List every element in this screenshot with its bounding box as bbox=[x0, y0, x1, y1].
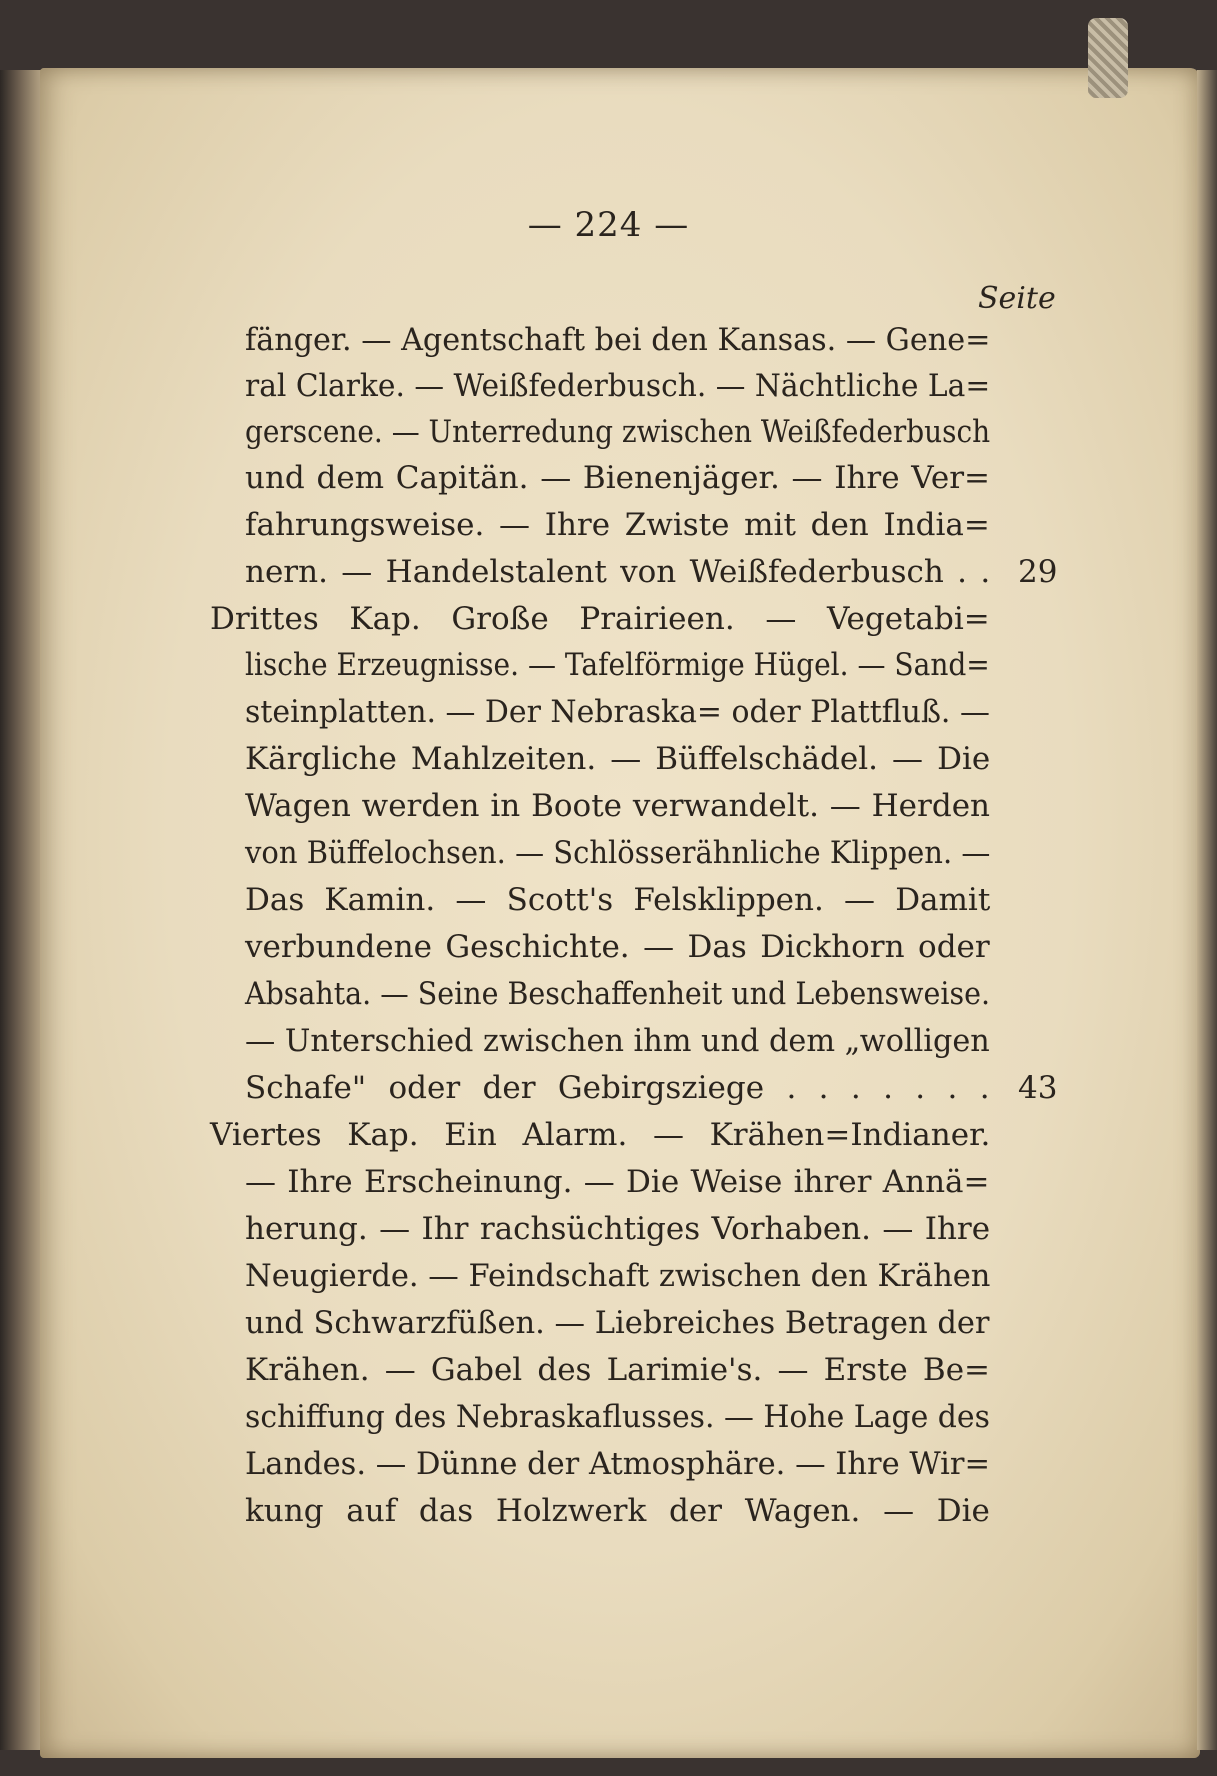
bookmark-ribbon bbox=[1088, 18, 1128, 98]
toc-line: gerscene. — Unterredung zwischen Weißfederbusch bbox=[245, 414, 991, 450]
toc-line: kung auf das Holzwerk der Wagen. — Die bbox=[245, 1493, 990, 1529]
toc-line: Neugierde. — Feindschaft zwischen den Krähen bbox=[245, 1258, 991, 1294]
toc-line: fänger. — Agentschaft bei den Kansas. — Gene= bbox=[245, 322, 991, 358]
toc-line: — Unterschied zwischen ihm und dem „wolligen bbox=[245, 1023, 990, 1059]
toc-line: Wagen werden in Boote verwandelt. — Herden bbox=[245, 788, 991, 824]
chapter-heading-line: Viertes Kap. Ein Alarm. — Krähen=Indianer. bbox=[210, 1117, 991, 1153]
toc-line: Krähen. — Gabel des Larimie's. — Erste Be= bbox=[245, 1352, 991, 1388]
toc-line: ral Clarke. — Weißfederbusch. — Nächtliche La= bbox=[245, 368, 991, 404]
column-header-seite: Seite bbox=[978, 281, 1056, 316]
toc-line: schiffung des Nebraskaflusses. — Hohe Lage des bbox=[245, 1399, 990, 1435]
toc-line: und Schwarzfüßen. — Liebreiches Betragen der bbox=[245, 1305, 990, 1341]
book-page-edge bbox=[1197, 70, 1217, 1750]
toc-line: steinplatten. — Der Nebraska= oder Plattfluß. — bbox=[245, 694, 990, 730]
toc-line: Schafe" oder der Gebirgsziege . . . . . . . bbox=[245, 1070, 990, 1106]
toc-line: Kärgliche Mahlzeiten. — Büffelschädel. — Die bbox=[245, 741, 991, 777]
chapter-heading-line: Drittes Kap. Große Prairieen. — Vegetabi= bbox=[210, 601, 990, 637]
toc-line: und dem Capitän. — Bienenjäger. — Ihre Ver= bbox=[245, 460, 990, 496]
toc-line: herung. — Ihr rachsüchtiges Vorhaben. — Ihre bbox=[245, 1211, 991, 1247]
toc-line: verbundene Geschichte. — Das Dickhorn oder bbox=[245, 929, 990, 965]
toc-line: nern. — Handelstalent von Weißfederbusch . . bbox=[245, 554, 991, 590]
toc-line: fahrungsweise. — Ihre Zwiste mit den India= bbox=[245, 507, 990, 543]
toc-line: von Büffelochsen. — Schlösserähnliche Klippen. — bbox=[245, 835, 991, 871]
page-reference: 29 bbox=[1018, 554, 1058, 590]
toc-line: Landes. — Dünne der Atmosphäre. — Ihre Wir= bbox=[245, 1446, 991, 1482]
page-number: — 224 — bbox=[527, 205, 690, 245]
page-reference: 43 bbox=[1018, 1070, 1058, 1106]
toc-line: Absahta. — Seine Beschaffenheit und Lebensweise. bbox=[245, 976, 990, 1012]
toc-line: — Ihre Erscheinung. — Die Weise ihrer Annä= bbox=[245, 1164, 990, 1200]
toc-line: lische Erzeugnisse. — Tafelförmige Hügel. — Sand= bbox=[245, 647, 990, 683]
toc-line: Das Kamin. — Scott's Felsklippen. — Damit bbox=[245, 882, 991, 918]
